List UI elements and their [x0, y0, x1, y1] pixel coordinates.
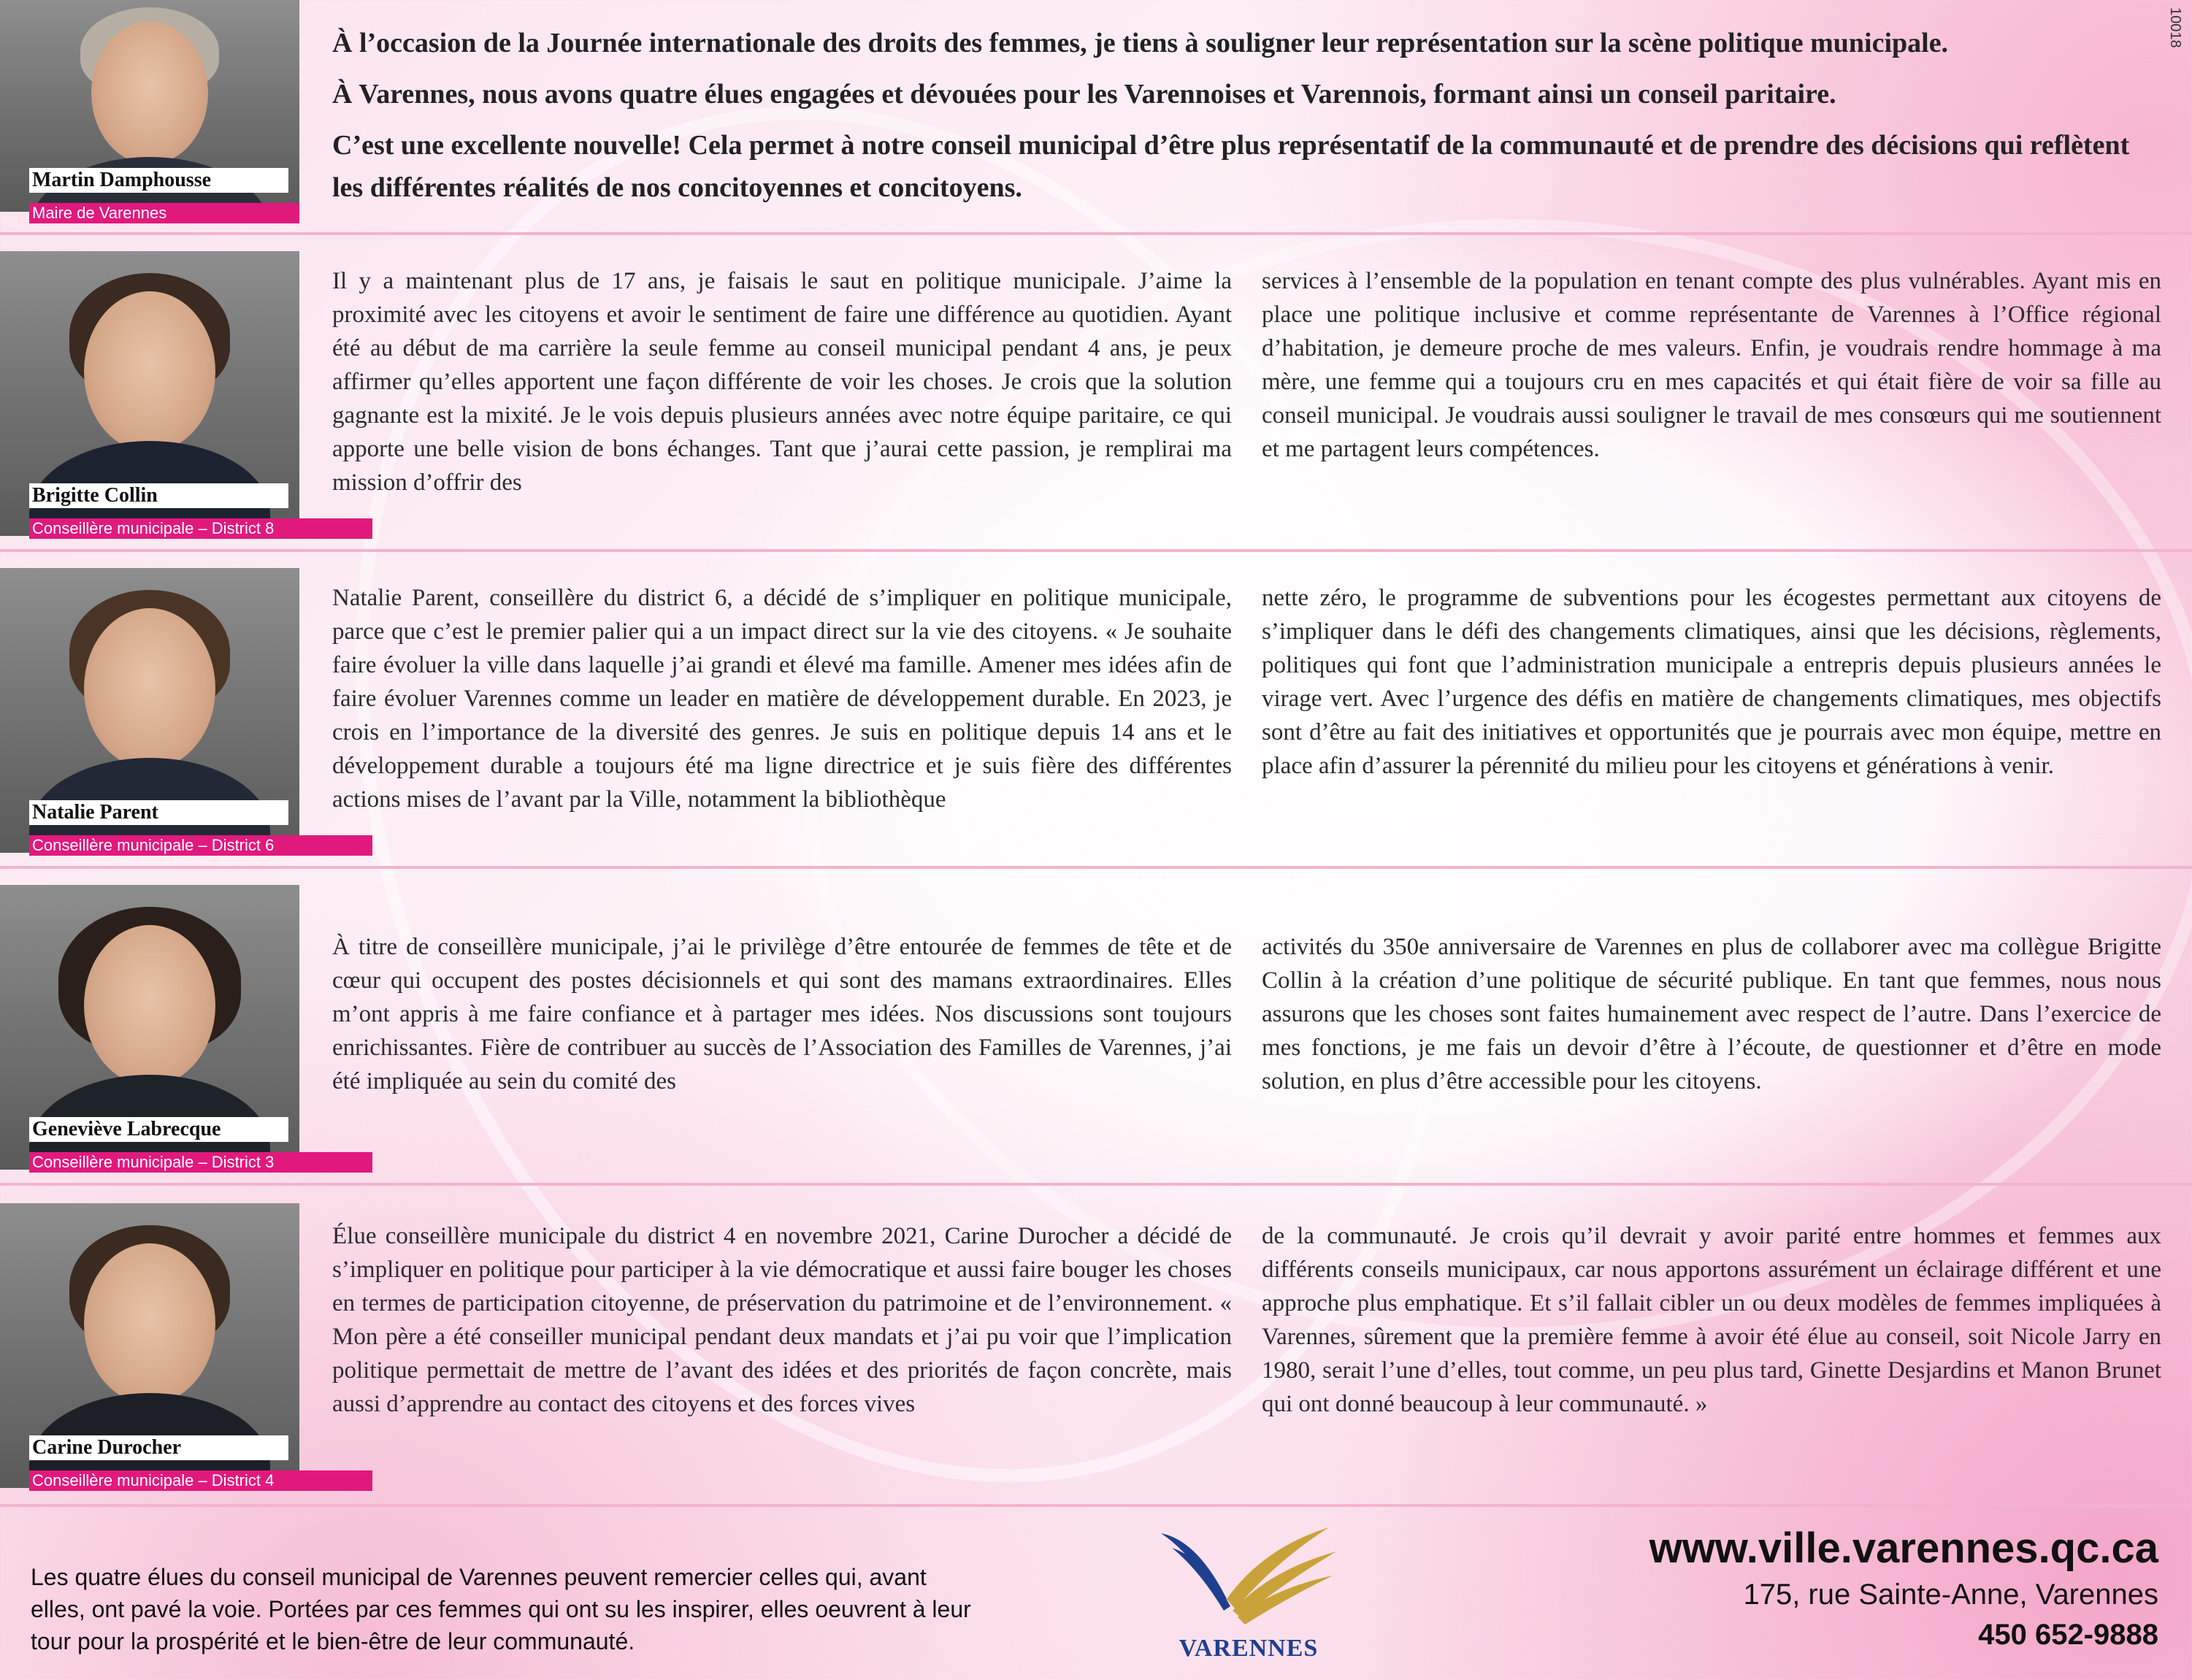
address: 175, rue Sainte-Anne, Varennes	[1743, 1579, 2158, 1611]
footer-message: Les quatre élues du conseil municipal de Varennes peuvent remercier celles qui, avant elles, ont pavé la voie. Portées par ces femmes qui ont su les inspirer, elles oeuvrent à leur tour pour la prospérité et le bien-être de leur communauté.	[31, 1564, 971, 1654]
text-column-right: activités du 350e anniversaire de Varennes en plus de collaborer avec ma collègue Brigitte Collin à la création d’une politique de sécurité publique. En tant que femmes, nous nous assurons que les choses sont faites humainement avec respect de l’autre. Dans l’exercice de mes fonctions, je me fais un devoir d’être à l’écoute, de questionner et d’être en mode solution, en plus d’être accessible pour les citoyens.	[1262, 934, 2161, 1094]
councillor-name: Geneviève Labrecque	[29, 1117, 288, 1142]
section-divider	[0, 232, 2192, 235]
text-column-left: Élue conseillère municipale du district 4 en novembre 2021, Carine Durocher a décidé de s’impliquer en politique pour participer à la vie démocratique et aussi faire bouger les choses en termes de participation citoyenne, de préservation du patrimoine et de l’environnement. « Mon père a été conseiller municipal pendant deux mandats et j’ai pu voir que l’implication politique permettait de mettre de l’avant des idées et des priorités de façon concrète, mais aussi d’apprendre au contact des citoyens et des forces vives	[332, 1223, 1232, 1417]
portrait-face	[84, 1243, 215, 1404]
text-column-right: de la communauté. Je crois qu’il devrait y avoir parité entre hommes et femmes aux différents conseils municipaux, car nous apportons assurément un éclairage différent et une approche plus emphatique. Et s’il fallait cibler un ou deux modèles de femmes impliquées à Varennes, sûrement que la première femme à avoir été élue au conseil, soit Nicole Jarry en 1980, serait l’une d’elles, tout comme, un peu plus tard, Ginette Desjardins et Manon Brunet qui ont donné beaucoup à leur communauté. »	[1262, 1223, 2161, 1417]
councillor-role: Conseillère municipale – District 4	[29, 1470, 372, 1491]
section-divider	[0, 549, 2192, 552]
section-divider	[0, 1504, 2192, 1507]
councillor-name: Brigitte Collin	[29, 483, 288, 508]
intro-paragraph: À Varennes, nous avons quatre élues engagées et dévouées pour les Varennoises et Varennois, formant ainsi un conseil paritaire.	[332, 79, 1836, 110]
section-divider	[0, 866, 2192, 869]
portrait-face	[84, 925, 215, 1086]
logo-mark-icon	[1154, 1519, 1344, 1628]
text-column-right: services à l’ensemble de la population en tenant compte des plus vulnérables. Ayant mis en place une politique inclusive et comme représentante de Varennes à l’Office régional d’habitation, je demeure proche de mes valeurs. Enfin, je voudrais rendre hommage à ma mère, une femme qui a toujours cru en mes capacités et qui était fière de voir sa fille au conseil municipal. Je voudrais aussi souligner le travail de mes consœurs qui me soutiennent et me partagent leurs compétences.	[1262, 268, 2161, 462]
councillor-role: Conseillère municipale – District 8	[29, 518, 372, 539]
varennes-logo	[1154, 1519, 1344, 1665]
text-column-right: nette zéro, le programme de subventions pour les écogestes permettant aux citoyens de s’impliquer dans le défi des changements climatiques, ainsi que les décisions, règlements, politiques qui font que l’administration municipale a entrepris depuis plusieurs années le virage vert. Avec l’urgence des défis en matière de changements climatiques, mes objectifs sont d’être au fait des initiatives et opportunités que je pourrais avec mon équipe, mettre en place afin d’assurer la pérennité du milieu pour les citoyens et générations à venir.	[1262, 585, 2161, 779]
portrait-face	[84, 608, 215, 769]
text-column-left: Il y a maintenant plus de 17 ans, je faisais le saut en politique municipale. J’aime la proximité avec les citoyens et avoir le sentiment de faire une différence au quotidien. Ayant été au début de ma carrière la seule femme au conseil municipal pendant 4 ans, je peux affirmer qu’elles apportent une façon différente de voir les choses. Je crois que la solution gagnante est la mixité. Je le vois depuis plusieurs années avec notre équipe paritaire, ce qui apporte une belle vision de bons échanges. Tant que j’aurai cette passion, je remplirai ma mission d’offrir des	[332, 268, 1232, 496]
section-divider	[0, 1183, 2192, 1186]
intro-section	[0, 0, 2192, 226]
portrait-face	[84, 291, 215, 452]
councillor-section	[0, 885, 2192, 1177]
councillor-section	[0, 1203, 2192, 1495]
portrait-face	[91, 22, 208, 164]
councillor-name: Carine Durocher	[29, 1435, 288, 1460]
text-column-left: Natalie Parent, conseillère du district 6, a décidé de s’impliquer en politique municipale, parce que c’est le premier palier qui a un impact direct sur la vie des citoyens. « Je souhaite faire évoluer la ville dans laquelle j’ai grandi et élevé ma famille. Amener mes idées afin de faire évoluer Varennes comme un leader en matière de développement durable. En 2023, je crois en l’importance de la diversité des genres. Je suis en politique depuis 14 ans et le développement durable a toujours été ma ligne directrice et je suis fière des différentes actions mises de l’avant par la Ville, notamment la bibliothèque	[332, 585, 1232, 813]
person-name: Martin Damphousse	[29, 168, 288, 193]
councillor-section	[0, 251, 2192, 543]
document-code: 10018	[2167, 7, 2183, 48]
councillor-role: Conseillère municipale – District 3	[29, 1152, 372, 1173]
intro-paragraph: C’est une excellente nouvelle! Cela permet à notre conseil municipal d’être plus représentatif de la communauté et de prendre des décisions qui reflètent les différentes réalités de nos concitoyennes et concitoyens.	[332, 130, 2130, 203]
councillor-section	[0, 568, 2192, 860]
contact-block	[1649, 1523, 2158, 1654]
intro-paragraph: À l’occasion de la Journée internationale des droits des femmes, je tiens à souligner leur représentation sur la scène politique municipale.	[332, 28, 1949, 58]
text-column-left: À titre de conseillère municipale, j’ai le privilège d’être entourée de femmes de tête et de cœur qui occupent des postes décisionnels et qui sont des mamans extraordinaires. Elles m’ont appris à me faire confiance et à partager mes idées. Nos discussions sont toujours enrichissantes. Fière de contribuer au succès de l’Association des Familles de Varennes, j’ai été impliquée au sein du comité des	[332, 934, 1232, 1094]
councillor-role: Conseillère municipale – District 6	[29, 835, 372, 856]
website-link[interactable]: www.ville.varennes.qc.ca	[1649, 1524, 2158, 1572]
logo-wordmark: VARENNES	[1179, 1635, 1319, 1662]
phone-number: 450 652-9888	[1978, 1619, 2158, 1651]
councillor-name: Natalie Parent	[29, 800, 288, 825]
person-role: Maire de Varennes	[29, 203, 299, 223]
intro-text	[332, 22, 2165, 209]
